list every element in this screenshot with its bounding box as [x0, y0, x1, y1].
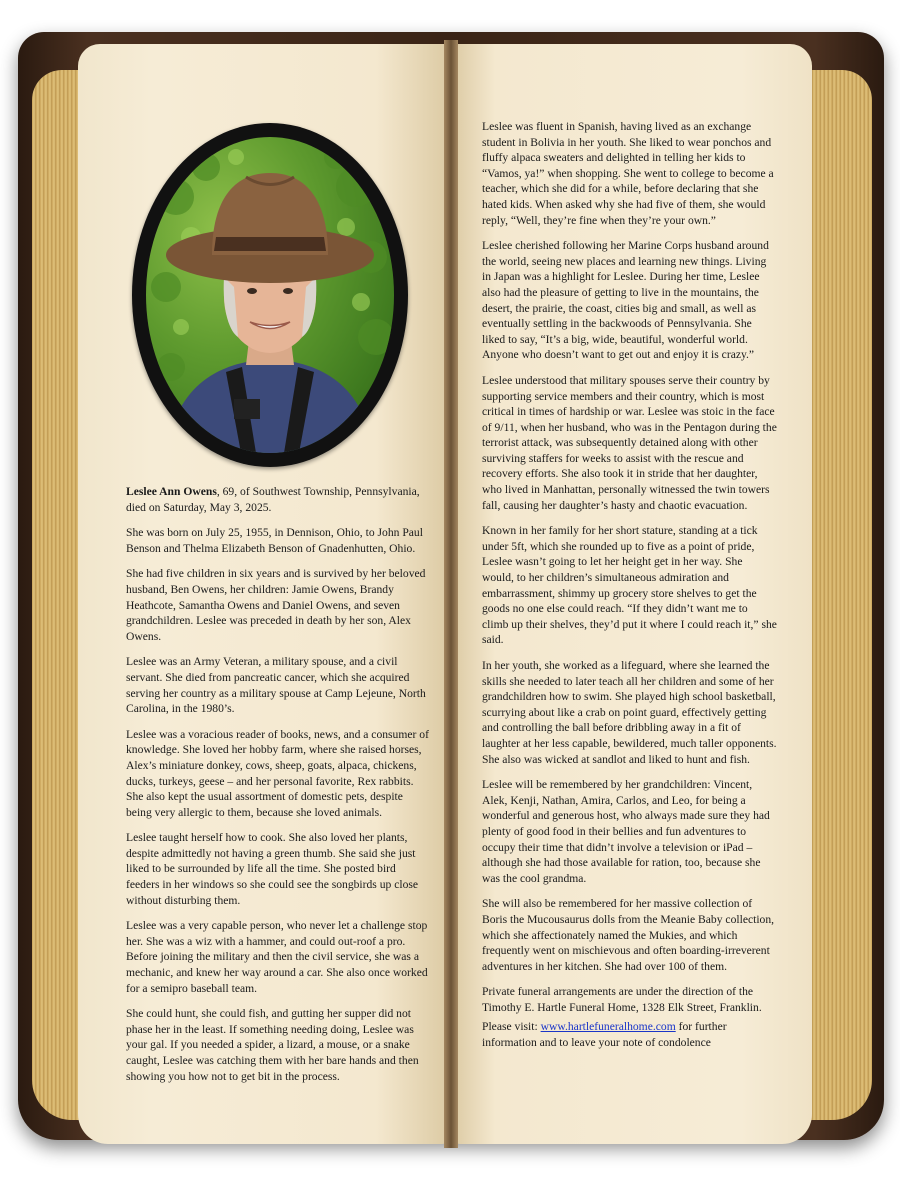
- book-spine: [444, 40, 458, 1148]
- paragraph: Leslee cherished following her Marine Corps husband around the world, seeing new places and learning new things. Living in Japan was a highlight for Leslee. During her time, Leslee also had the pleasure of getting to live in the mountains, the desert, the prairie, the coast, cities big and small, as well as eventually settling in the backwoods of Pennsylvania. She liked to say, “It’s a big, wide, beautiful, wonderful world. Anyone who doesn’t want to get out and enjoy it is crazy.”: [482, 239, 769, 362]
- person-photo-icon: [146, 137, 394, 453]
- visit-suffix: for further information and to leave your note of condolence: [482, 1020, 727, 1050]
- paragraph: She was born on July 25, 1955, in Dennison, Ohio, to John Paul Benson and Thelma Elizabeth Benson of Gnadenhutten, Ohio.: [126, 526, 423, 555]
- visit-prefix: Please visit:: [482, 1020, 541, 1034]
- intro-text: , 69, of Southwest Township, Pennsylvania, died on Saturday, May 3, 2025.: [126, 485, 420, 514]
- left-column-text: [126, 484, 431, 1094]
- portrait-frame: [132, 123, 408, 467]
- paragraph: She could hunt, she could fish, and gutting her supper did not phase her in the least. If something needing doing, Leslee was your gal. If you needed a spider, a lizard, a mouse, or a snake caught, Leslee was catching them with her bare hands and then showing you how not to get bit in the process.: [126, 1007, 419, 1083]
- portrait-photo: [146, 137, 394, 453]
- paragraph: Leslee was a very capable person, who never let a challenge stop her. She was a wiz with a hammer, and could out-roof a pro. Before joining the military and then the civil service, she was a mechanic, and knew her way around a car. She also once worked for a semipro baseball team.: [126, 919, 428, 995]
- visit-line: [482, 1019, 777, 1050]
- funeral-home-link[interactable]: www.hartlefuneralhome.com: [540, 1020, 676, 1034]
- right-column-text: [482, 119, 777, 1051]
- paragraph: Leslee was a voracious reader of books, news, and a consumer of knowledge. She loved her hobby farm, where she raised horses, Alex’s miniature donkey, cows, sheep, goats, alpaca, chickens, ducks, turkeys, geese – and her personal favorite, Rex rabbits. She also kept the usual assortment of domestic pets, despite being very allergic to them, because she loved animals.: [126, 727, 429, 819]
- paragraph: Leslee will be remembered by her grandchildren: Vincent, Alek, Kenji, Nathan, Amira, Carlos, and Leo, for being a wonderful and generous host, who always made sure they had plenty of good food in their bellies and fun adventures to occupy their time that didn’t involve a television or iPad – although she had those available for ration, too, because she was the cool grandma.: [482, 778, 770, 885]
- paragraph: Private funeral arrangements are under the direction of the Timothy E. Hartle Funeral Home, 1328 Elk Street, Franklin.: [482, 985, 762, 1014]
- paragraph: She had five children in six years and is survived by her beloved husband, Ben Owens, her children: Jamie Owens, Brandy Heathcote, Samantha Owens and Daniel Owens, and seven grandchildren. Leslee was preceded in death by her son, Alex Owens.: [126, 567, 426, 643]
- paragraph: Leslee was an Army Veteran, a military spouse, and a civil servant. She died from pancreatic cancer, which she acquired serving her country as a military spouse at Camp Lejeune, North Carolina, in the 1980’s.: [126, 655, 426, 716]
- paragraph: Leslee understood that military spouses serve their country by supporting service members and their country, which is most critical in times of hardship or war. Leslee was stoic in the face of 9/11, when her husband, who was in the Pentagon during the terrorist attack, was subsequently detained along with other surviving staffers for weeks to assist with the rescue and recovery efforts. She also took it in stride that her daughter, who lived in Manhattan, personally witnessed the twin towers fall, causing her daughter’s hasty and chaotic evacuation.: [482, 373, 777, 512]
- paragraph: In her youth, she worked as a lifeguard, where she learned the skills she needed to later teach all her children and some of her grandchildren how to swim. She played high school basketball, scurrying about like a crab on point guard, effectively getting and controlling the ball before dribbling away in a fit of laughter at her less capable, bewildered, much taller opponents. She also was wicked at sandlot and liked to hunt and fish.: [482, 659, 777, 766]
- paragraph: Leslee taught herself how to cook. She also loved her plants, despite admittedly not having a green thumb. She said she just liked to be surrounded by life all the time. She posted bird feeders in her windows so she could see the songbirds up close without disturbing them.: [126, 831, 419, 907]
- deceased-name: Leslee Ann Owens: [126, 485, 217, 498]
- paragraph: She will also be remembered for her massive collection of Boris the Mucousaurus dolls from the Meanie Baby collection, which she affectionately named the Mukies, and which frequently went on mischievous and often boarding-irreverent adventures in her kitchen. She had over 100 of them.: [482, 897, 775, 973]
- paragraph: Known in her family for her short stature, standing at a tick under 5ft, which she rounded up to five as a point of pride, Leslee wasn’t going to let her height get in her way. She would, to her children’s simultaneous admiration and embarrassment, shimmy up grocery store shelves to get the goods no one else could reach. “If they didn’t want me to climb up their shelves, they’d put it where I could reach it,” she said.: [482, 524, 777, 647]
- paragraph: Leslee was fluent in Spanish, having lived as an exchange student in Bolivia in her youth. She liked to wear ponchos and fluffy alpaca sweaters and delighted in telling her kids to “Vamos, ya!” when shopping. She went to college to become a teacher, which she did for a while, before declaring that she hated kids. When asked why she had five of them, she would reply, “Well, they’re fine when they’re your own.”: [482, 120, 774, 227]
- obituary-intro: [126, 484, 431, 515]
